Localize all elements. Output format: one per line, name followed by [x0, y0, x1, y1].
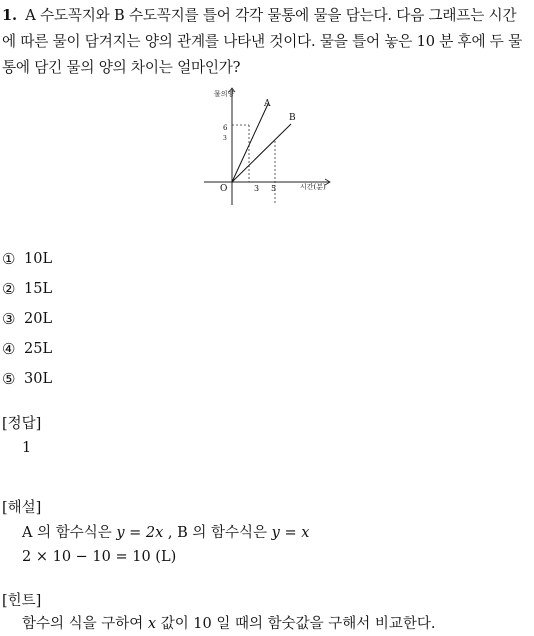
choice-label-4: 25L [24, 341, 53, 357]
hint-text-prefix: 함수의 식을 구하여 [22, 616, 144, 632]
x-tick-label-5: 5 [271, 184, 277, 193]
explanation-line1-prefix: A 의 함수식은 [22, 525, 112, 541]
x-axis-label: 시간(분) [300, 183, 326, 191]
choice-list [2, 248, 52, 398]
choice-item-2[interactable] [2, 278, 52, 308]
hint-text-variable: x [147, 616, 157, 632]
question-number: 1. [2, 7, 17, 24]
y-tick-label-6: 6 [223, 124, 228, 132]
choice-marker-3: ③ [2, 310, 16, 328]
explanation-formula-b: y = x [271, 525, 310, 541]
question-text-block [2, 3, 530, 81]
question-text: A 수도꼭지와 B 수도꼭지를 틀어 각각 물통에 물을 담는다. 다음 그래프는 시간에 따른 물이 담겨지는 양의 관계를 나타낸 것이다. 물을 틀어 놓은 10 분 후에 두 물통에 담긴 물의 양의 차이는 얼마인가? [2, 7, 523, 76]
hint-text-suffix: 값이 10 일 때의 함숫값을 구해서 비교한다. [160, 616, 436, 632]
answer-value: 1 [22, 440, 32, 456]
choice-marker-5: ⑤ [2, 370, 16, 388]
choice-label-1: 10L [24, 251, 53, 267]
choice-item-5[interactable] [2, 368, 52, 398]
answer-heading: [정답] [2, 416, 42, 432]
explanation-heading: [해설] [2, 500, 42, 516]
line-b-label: B [289, 113, 296, 123]
line-a [232, 104, 268, 182]
x-tick-label-3: 3 [254, 184, 260, 193]
line-b [232, 124, 291, 182]
y-axis-label: 물의양 [214, 90, 235, 98]
graph-svg [196, 84, 336, 210]
line-a-label: A [264, 99, 271, 109]
function-graph [196, 84, 336, 210]
choice-marker-1: ① [2, 250, 16, 268]
explanation-line1-middle: , B 의 함수식은 [167, 525, 268, 541]
explanation-line-2: 2 × 10 − 10 = 10 (L) [22, 549, 177, 565]
choice-marker-4: ④ [2, 340, 16, 358]
origin-label: O [220, 184, 228, 194]
hint-heading: [힌트] [2, 593, 42, 609]
y-tick-label-3: 3 [223, 135, 227, 142]
choice-label-3: 20L [24, 311, 53, 327]
choice-item-3[interactable] [2, 308, 52, 338]
choice-label-5: 30L [24, 371, 53, 387]
choice-marker-2: ② [2, 280, 16, 298]
hint-text [22, 612, 436, 636]
choice-item-1[interactable] [2, 248, 52, 278]
explanation-line-1 [22, 521, 309, 545]
explanation-formula-a: y = 2x [116, 525, 164, 541]
choice-label-2: 15L [24, 281, 53, 297]
choice-item-4[interactable] [2, 338, 52, 368]
